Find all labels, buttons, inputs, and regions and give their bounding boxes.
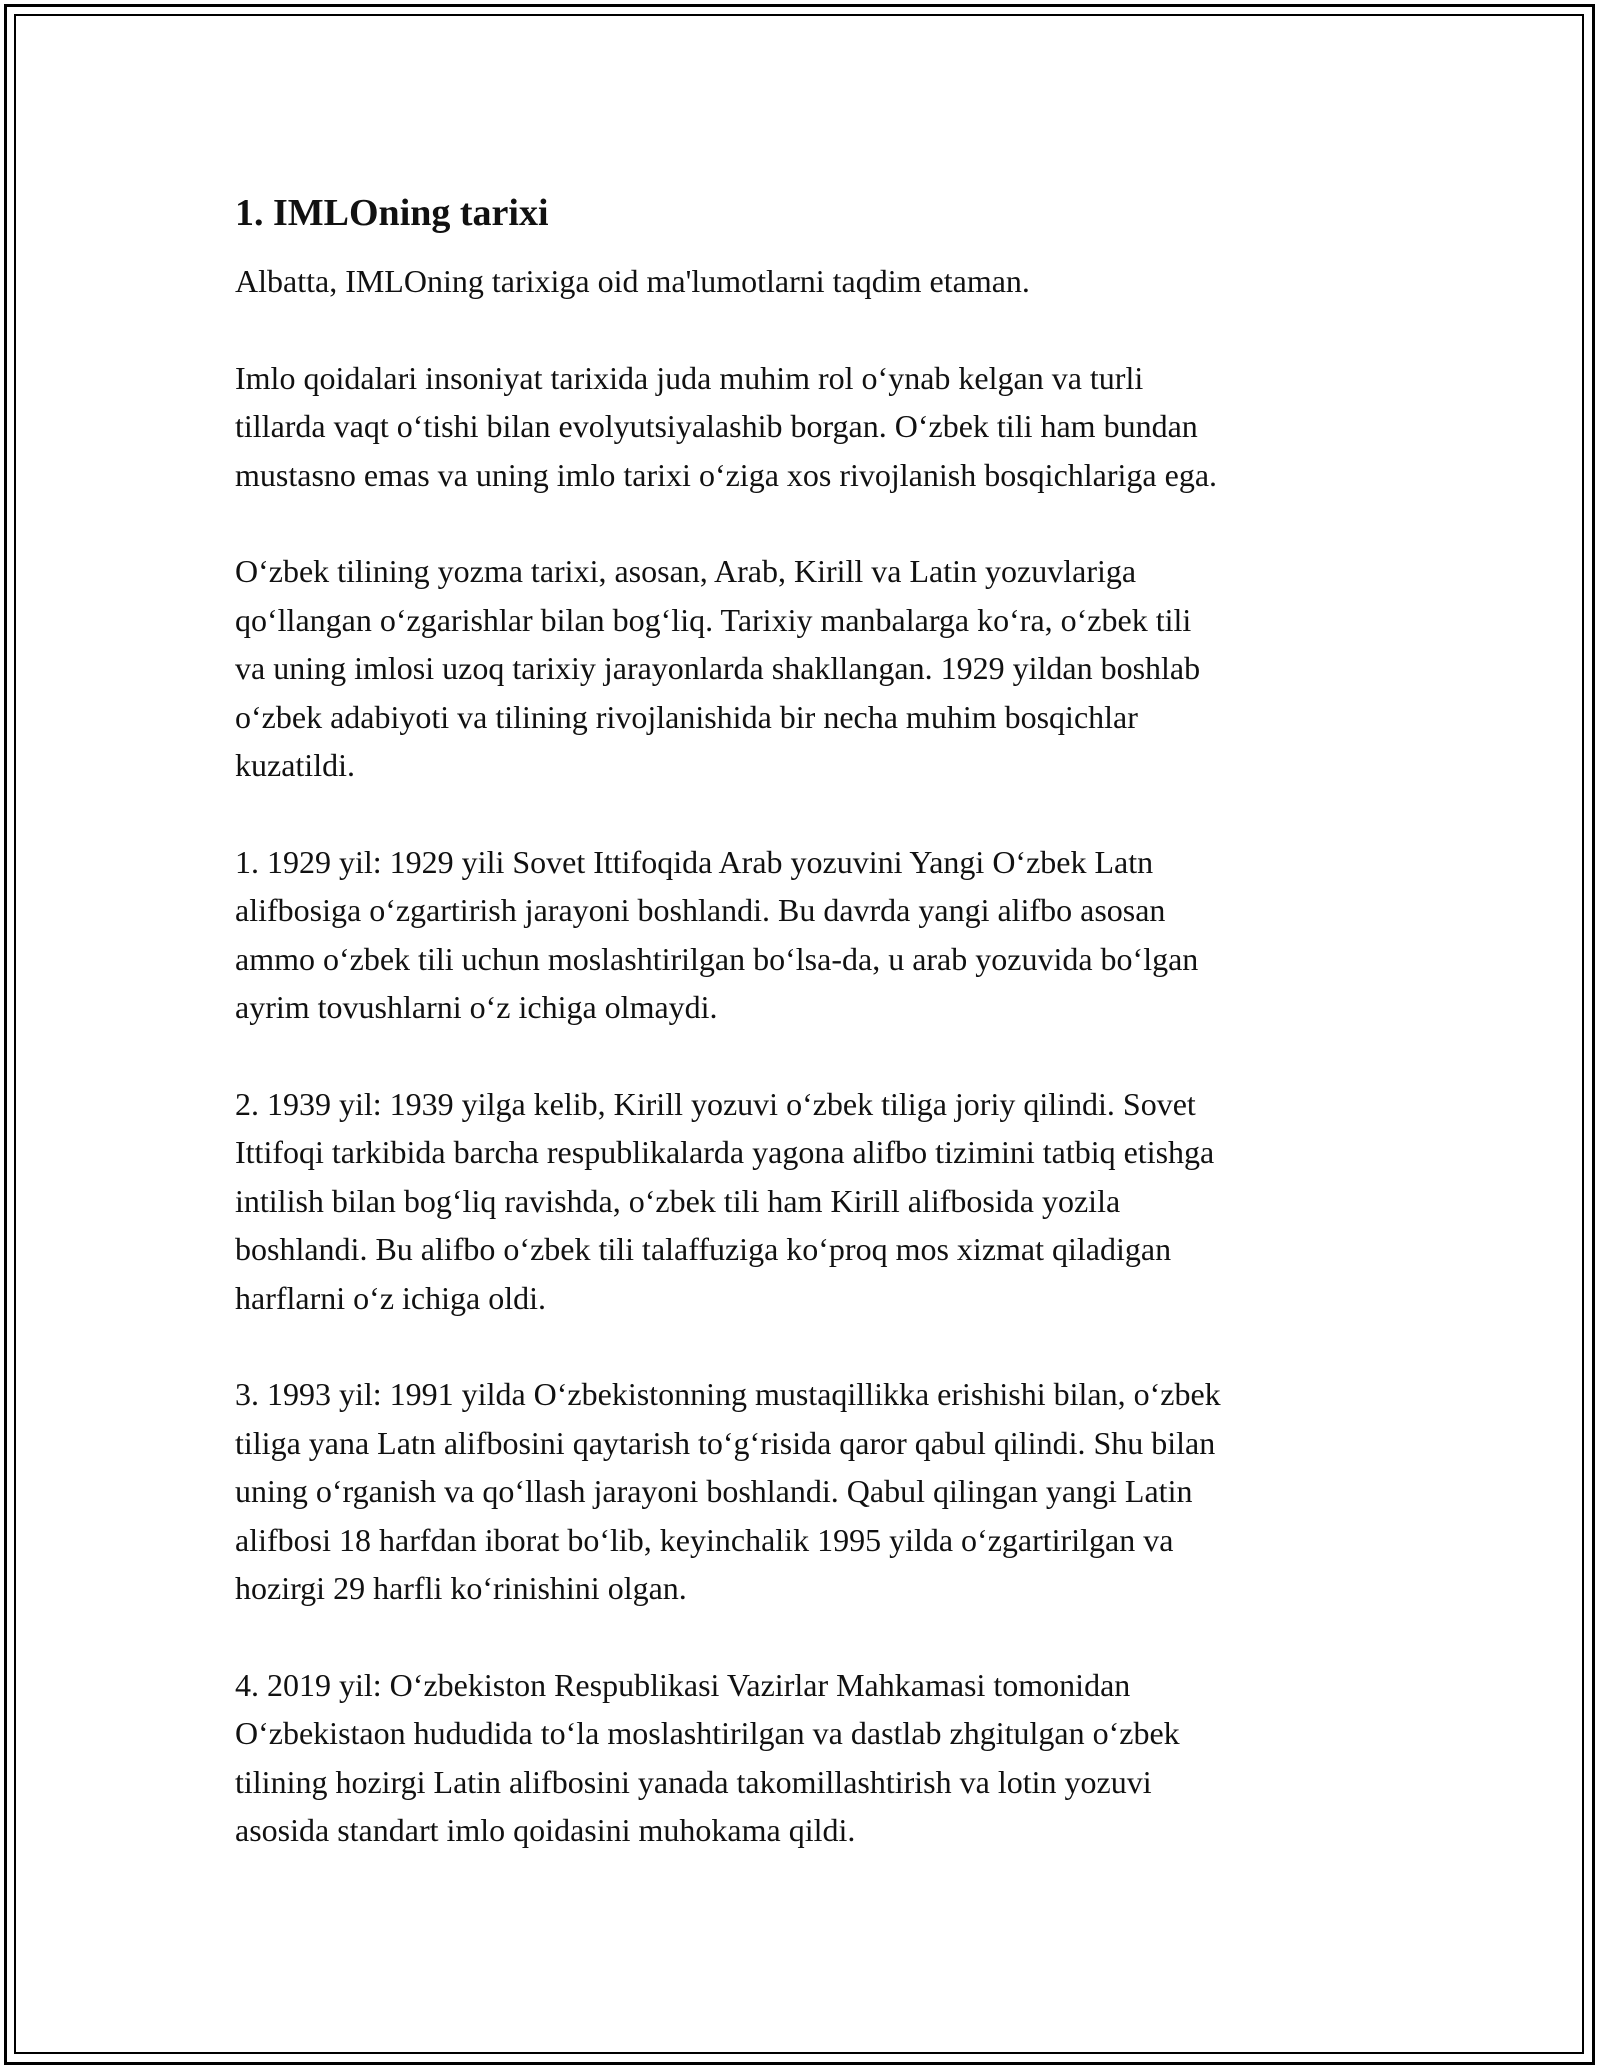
list-item-1939: 2. 1939 yil: 1939 yilga kelib, Kirill yozuvi o‘zbek tiliga joriy qilindi. Sovet Ittifoqi tarkibida barcha respublikalarda yagona alifbo tizimini tatbiq etishga intilish bilan bog‘liq ravishda, o‘zbek tili ham Kirill alifbosida yozila boshlandi. Bu alifbo o‘zbek tili talaffuziga ko‘proq mos xizmat qiladigan harflarni o‘z ichiga oldi. [235,1085,1215,1316]
paragraph-imlo-rules: Imlo qoidalari insoniyat tarixida juda muhim rol o‘ynab kelgan va turli tillarda vaqt o‘tishi bilan evolyutsiyalashib borgan. O‘zbek tili ham bundan mustasno emas va uning imlo tarixi o‘ziga xos rivojlanish bosqichlariga ega. [235,359,1218,493]
list-item-2019: 4. 2019 yil: O‘zbekiston Respublikasi Vazirlar Mahkamasi tomonidan O‘zbekistaon hududida to‘la moslashtirilgan va dastlab zhgitulgan o‘zbek tilining hozirgi Latin alifbosini yanada takomillashtirish va lotin yozuvi asosida standart imlo qoidasini muhokama qildi. [235,1666,1180,1848]
list-item-1993: 3. 1993 yil: 1991 yilda O‘zbekistonning mustaqillikka erishishi bilan, o‘zbek tiliga yana Latn alifbosini qaytarish to‘g‘risida qaror qabul qilindi. Shu bilan uning o‘rganish va qo‘llash jarayoni boshlandi. Qabul qilingan yangi Latin alifbosi 18 harfdan iborat bo‘lib, keyinchalik 1995 yilda o‘zgartirilgan va hozirgi 29 harfli ko‘rinishini olgan. [235,1376,1221,1606]
paragraph-written-history: O‘zbek tilining yozma tarixi, asosan, Arab, Kirill va Latin yozuvlariga qo‘llangan o‘zgarishlar bilan bog‘liq. Tarixiy manbalarga ko‘ra, o‘zbek tili va uning imlosi uzoq tarixiy jarayonlarda shakllangan. 1929 yildan boshlab o‘zbek adabiyoti va tilining rivojlanishida bir necha muhim bosqichlar kuzatildi. [235,553,1201,783]
document-body [235,185,1400,1903]
intro-paragraph: Albatta, IMLOning tarixiga oid ma'lumotlarni taqdim etaman. [235,263,1030,299]
document-title: 1. IMLOning tarixi [235,192,549,234]
list-item-1929: 1. 1929 yil: 1929 yili Sovet Ittifoqida Arab yozuvini Yangi O‘zbek Latn alifbosiga o‘zgartirish jarayoni boshlandi. Bu davrda yangi alifbo asosan ammo o‘zbek tili uchun moslashtirilgan bo‘lsa-da, u arab yozuvida bo‘lgan ayrim tovushlarni o‘z ichiga olmaydi. [235,843,1199,1025]
